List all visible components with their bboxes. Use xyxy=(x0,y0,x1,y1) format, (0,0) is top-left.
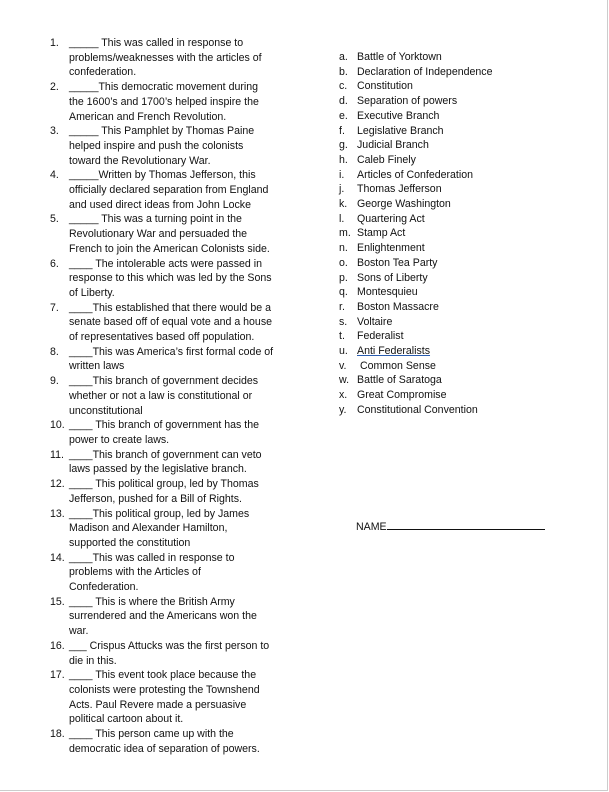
question-text-line: _____ This was called in response to xyxy=(69,37,244,49)
question-number: 17. xyxy=(50,669,65,682)
choice-text: Quartering Act xyxy=(357,212,425,225)
question-text-line: problems with the Articles of xyxy=(69,566,201,579)
question-text-line: _____ This was a turning point in the xyxy=(69,213,242,226)
choice-letter: u. xyxy=(339,345,348,358)
question-item xyxy=(46,418,296,447)
answer-choice xyxy=(339,359,579,374)
choice-letter: l. xyxy=(339,212,345,225)
choice-text: Separation of powers xyxy=(357,95,458,108)
question-number: 5. xyxy=(50,213,59,226)
name-field xyxy=(356,519,545,533)
choice-letter: b. xyxy=(339,65,348,78)
question-text-line: problems/weaknesses with the articles of xyxy=(69,51,262,64)
choice-text: Voltaire xyxy=(357,315,393,328)
answer-choice xyxy=(339,168,579,183)
choice-text: Boston Tea Party xyxy=(357,256,438,269)
answer-choice xyxy=(339,79,579,94)
choice-letter: k. xyxy=(339,198,348,211)
question-text-line: ____This established that there would be a xyxy=(69,301,272,314)
choice-text: Common Sense xyxy=(357,359,436,372)
answer-choice xyxy=(339,256,579,271)
question-text-line: _____Written by Thomas Jefferson, this xyxy=(69,169,256,182)
question-text-line: ____ This is where the British Army xyxy=(69,595,235,608)
question-item xyxy=(46,668,296,727)
choice-text: Executive Branch xyxy=(357,109,440,122)
choice-letter: w. xyxy=(339,374,350,387)
answer-choice xyxy=(339,388,579,403)
answer-choice xyxy=(339,300,579,315)
question-text-line: political cartoon about it. xyxy=(69,713,184,726)
choice-text: Stamp Act xyxy=(357,227,406,240)
name-label: NAME xyxy=(356,521,387,533)
choice-letter: x. xyxy=(339,389,348,402)
question-item xyxy=(46,727,296,756)
question-item xyxy=(46,124,296,168)
question-text-line: helped inspire and push the colonists xyxy=(69,139,244,152)
question-text-line: ____ This person came up with the xyxy=(69,728,234,741)
question-text-line: Confederation. xyxy=(69,581,139,594)
question-text-line: of representatives based off population. xyxy=(69,331,255,344)
question-text-line: _____This democratic movement during xyxy=(69,81,259,94)
choice-letter: f. xyxy=(339,124,345,137)
choice-text: Articles of Confederation xyxy=(357,168,474,181)
choice-letter: g. xyxy=(339,139,348,152)
question-number: 2. xyxy=(50,81,59,94)
choice-text: Boston Massacre xyxy=(357,300,439,313)
choice-text: Great Compromise xyxy=(357,389,447,402)
question-text-line: Revolutionary War and persuaded the xyxy=(69,228,248,241)
question-text-line: war. xyxy=(69,625,89,638)
question-text-line: ___ Crispus Attucks was the first person to xyxy=(69,639,270,652)
questions-list xyxy=(46,36,296,756)
question-number: 3. xyxy=(50,125,59,138)
choice-letter: s. xyxy=(339,315,348,328)
choice-letter: d. xyxy=(339,95,348,108)
choice-text: Montesquieu xyxy=(357,286,418,299)
question-text-line: confederation. xyxy=(69,66,137,79)
question-text-line: ____This branch of government decides xyxy=(69,375,259,388)
choice-text: Declaration of Independence xyxy=(357,65,493,78)
question-text-line: officially declared separation from England xyxy=(69,184,269,197)
question-number: 14. xyxy=(50,551,65,564)
choice-text: Legislative Branch xyxy=(357,124,444,137)
question-text-line: response to this which was led by the Sons xyxy=(69,272,272,285)
question-item xyxy=(46,551,296,595)
answer-choice xyxy=(339,50,579,65)
choice-letter: p. xyxy=(339,271,348,284)
answer-choice xyxy=(339,94,579,109)
choice-letter: n. xyxy=(339,242,348,255)
question-item xyxy=(46,477,296,506)
question-text-line: colonists were protesting the Townshend xyxy=(69,683,260,696)
question-text-line: Acts. Paul Revere made a persuasive xyxy=(69,698,247,711)
answer-choice xyxy=(339,212,579,227)
choice-text: Battle of Yorktown xyxy=(357,51,442,63)
question-text-line: the 1600’s and 1700’s helped inspire the xyxy=(69,95,259,108)
question-text-line: written laws xyxy=(69,360,125,373)
answer-choice xyxy=(339,344,579,359)
answer-choice xyxy=(339,271,579,286)
answer-choice xyxy=(339,109,579,124)
question-text-line: Jefferson, pushed for a Bill of Rights. xyxy=(69,492,242,505)
question-text-line: French to join the American Colonists side. xyxy=(69,242,270,255)
question-item xyxy=(46,212,296,256)
question-text-line: ____This branch of government can veto xyxy=(69,448,262,461)
question-text-line: of Liberty. xyxy=(69,286,115,299)
question-text-line: toward the Revolutionary War. xyxy=(69,154,211,167)
choice-text: Sons of Liberty xyxy=(357,271,428,284)
answer-choice xyxy=(339,329,579,344)
question-item xyxy=(46,374,296,418)
question-number: 6. xyxy=(50,257,59,270)
answer-choice xyxy=(339,285,579,300)
choice-text: Constitution xyxy=(357,80,413,93)
choice-text: Anti Federalists xyxy=(357,345,431,358)
question-item xyxy=(46,80,296,124)
answer-choice xyxy=(339,403,579,418)
question-text-line: whether or not a law is constitutional or xyxy=(69,389,253,402)
choice-letter: r. xyxy=(339,300,345,313)
question-number: 9. xyxy=(50,375,59,388)
question-number: 13. xyxy=(50,507,65,520)
choice-text: George Washington xyxy=(357,198,451,211)
answer-choice xyxy=(339,226,579,241)
question-text-line: supported the constitution xyxy=(69,536,191,549)
choice-letter: h. xyxy=(339,153,348,166)
answer-choice xyxy=(339,124,579,139)
answer-choice xyxy=(339,373,579,388)
answer-choice xyxy=(339,315,579,330)
question-text-line: ____This political group, led by James xyxy=(69,507,250,520)
question-number: 18. xyxy=(50,728,65,741)
question-text-line: ____This was America’s first formal code of xyxy=(69,345,274,358)
choice-letter: q. xyxy=(339,286,348,299)
choice-text: Thomas Jefferson xyxy=(357,183,442,196)
question-text-line: ____ This political group, led by Thomas xyxy=(69,478,259,491)
question-item xyxy=(46,507,296,551)
choice-text: Judicial Branch xyxy=(357,139,429,152)
choice-letter: j. xyxy=(339,183,345,196)
question-text-line: democratic idea of separation of powers. xyxy=(69,742,260,755)
choice-text: Federalist xyxy=(357,330,404,343)
answer-choice xyxy=(339,138,579,153)
question-text-line: ____ This branch of government has the xyxy=(69,419,260,432)
choice-letter: a. xyxy=(339,51,348,63)
choice-letter: y. xyxy=(339,403,347,416)
question-item xyxy=(46,639,296,668)
question-item xyxy=(46,36,296,80)
choice-letter: e. xyxy=(339,109,348,122)
answer-choice xyxy=(339,65,579,80)
choice-letter: o. xyxy=(339,256,348,269)
question-text-line: surrendered and the Americans won the xyxy=(69,610,257,623)
answer-choice xyxy=(339,241,579,256)
question-text-line: American and French Revolution. xyxy=(69,110,227,123)
question-item xyxy=(46,168,296,212)
choice-letter: c. xyxy=(339,80,348,93)
question-number: 16. xyxy=(50,639,65,652)
question-text-line: ____ The intolerable acts were passed in xyxy=(69,257,262,270)
name-blank-line xyxy=(387,519,545,530)
question-item xyxy=(46,301,296,345)
question-number: 7. xyxy=(50,301,59,314)
answer-choice xyxy=(339,197,579,212)
choice-text: Battle of Saratoga xyxy=(357,374,442,387)
question-number: 4. xyxy=(50,169,59,182)
question-number: 11. xyxy=(50,448,64,461)
question-text-line: _____ This Pamphlet by Thomas Paine xyxy=(69,125,255,138)
question-text-line: senate based off of equal vote and a house xyxy=(69,316,273,329)
question-text-line: unconstitutional xyxy=(69,404,143,417)
answer-choice xyxy=(339,153,579,168)
answer-choices-list xyxy=(339,50,579,418)
question-text-line: ____This was called in response to xyxy=(69,551,235,564)
question-number: 12. xyxy=(50,478,65,491)
question-text-line: and used direct ideas from John Locke xyxy=(69,198,251,211)
question-number: 10. xyxy=(50,419,65,432)
question-text-line: die in this. xyxy=(69,654,117,667)
choice-letter: m. xyxy=(339,227,351,240)
question-number: 15. xyxy=(50,595,65,608)
question-text-line: ____ This event took place because the xyxy=(69,669,257,682)
question-number: 1. xyxy=(50,37,59,49)
question-item xyxy=(46,257,296,301)
choice-letter: v. xyxy=(339,359,347,372)
question-text-line: Madison and Alexander Hamilton, xyxy=(69,522,228,535)
answer-choice xyxy=(339,182,579,197)
choice-text: Caleb Finely xyxy=(357,153,416,166)
choice-text: Constitutional Convention xyxy=(357,403,478,416)
question-number: 8. xyxy=(50,345,59,358)
question-text-line: power to create laws. xyxy=(69,433,170,446)
choice-text: Enlightenment xyxy=(357,242,425,255)
choice-letter: t. xyxy=(339,330,345,343)
question-item xyxy=(46,448,296,477)
question-item xyxy=(46,595,296,639)
choice-letter: i. xyxy=(339,168,345,181)
question-item xyxy=(46,345,296,374)
question-text-line: laws passed by the legislative branch. xyxy=(69,463,247,476)
